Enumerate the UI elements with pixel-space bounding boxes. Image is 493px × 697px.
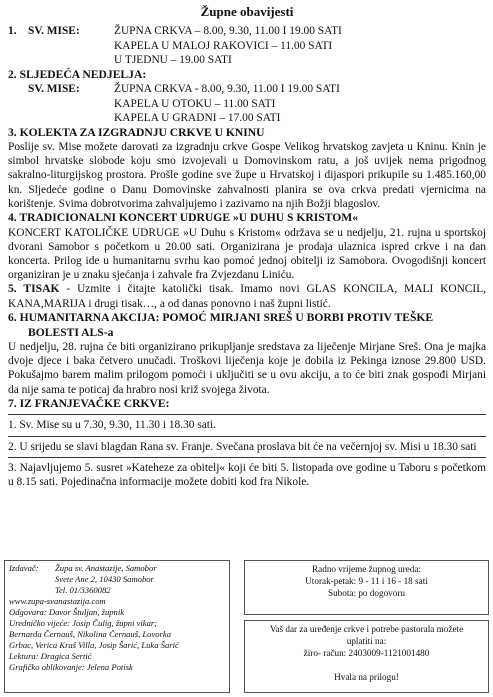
mass-line: KAPELA U MALOJ RAKOVICI – 11.00 SATI [114, 39, 333, 52]
impressum-box [4, 560, 230, 693]
list-item: 1. Sv. Mise su u 7.30, 9.30, 11.30 i 18.30 sati. [8, 419, 216, 432]
editorial-members: Bernarda Černauš, Nikolina Černauš, Lovorka [9, 629, 172, 639]
section-press [8, 282, 486, 311]
donation-box [244, 620, 489, 693]
section-heading: 3. KOLEKTA ZA IZGRADNJU CRKVE U KNINU [8, 125, 265, 139]
list-item: 2. U srijedu se slavi blagdan Rana sv. Franje. Svečana proslava bit će na večernjoj sv. Misi u 18.30 sati [8, 440, 477, 453]
publisher: Župa sv. Anastazije, Samobor [55, 563, 157, 573]
editorial-board: Uredničko vijeće: Josip Čulig, župni vikar; [9, 618, 158, 628]
mass-line: ŽUPNA CRKVA - 8.00, 9.30, 11.00 I 19.00 SATI [114, 83, 340, 95]
office-hours-title: Radno vrijeme župnog ureda: [312, 564, 421, 574]
section-humanitarian [8, 311, 486, 397]
section-heading: 5. TISAK [8, 282, 60, 296]
publisher-label: Izdavač: [9, 563, 39, 573]
section-franciscan [8, 397, 486, 489]
mass-line: ŽUPNA CRKVA – 8.00, 9.30, 11.00 I 19.00 SATI [114, 25, 342, 37]
section-heading: 4. TRADICIONALNI KONCERT UDRUGE »U DUHU S KRISTOM« [8, 211, 359, 225]
section-heading-cont: BOLESTI ALS-a [28, 325, 114, 339]
divider [8, 414, 486, 415]
bulletin-page [8, 4, 486, 489]
section-masses [8, 24, 486, 68]
mass-label: SV. MISE: [28, 83, 80, 95]
mass-line: KAPELA U OTOKU – 11.00 SATI [114, 97, 276, 110]
office-hours-box [244, 560, 489, 615]
office-hours-saturday: Subota: po dogovoru [327, 588, 406, 598]
section-heading: 7. IZ FRANJEVAČKE CRKVE: [8, 396, 170, 410]
responsible: Odgovara: Davor Štuljan, župnik [9, 607, 125, 617]
bank-account: žiro- račun: 2403009-1121001480 [303, 648, 430, 658]
section-heading: SV. MISE: [28, 25, 80, 37]
section-text: Poslije sv. Mise možete darovati za izgradnju crkve Gospe Velikog hrvatskog zavjeta u Kninu. Knin je simbol hrvatske slobode koju smo izvojevali u Domovinskom ratu, a još uvijek nema prigodnog sakralno-liturgijskog prostora. Prošle godine sve župe u Hrvatskoj i dijaspori prikupile su 1.485.160,00 kn. Sljedeće godine o Danu Domovinske zahvalnosti planira se ova crkva predati vjernicima na korištenje. Svima dobrotvorima zahvaljujemo i zazivamo na njih Božji blagoslov. [8, 141, 486, 210]
section-next-sunday [8, 68, 486, 126]
divider [8, 457, 486, 458]
list-item: 3. Najavljujemo 5. susret »Kateheze za obitelj« koji će biti 5. listopada ove godine u Taboru s početkom u 8.15 sati. Pojedinačna informacije možete dobiti kod fra Nikole. [8, 461, 486, 488]
mass-line: KAPELA U GRADNI – 17.00 SATI [114, 112, 281, 124]
publisher-phone: Tel. 01/3360082 [55, 585, 111, 595]
divider [8, 436, 486, 437]
page-title: Župne obavijesti [200, 4, 294, 19]
publisher-address: Svete Ane 2, 10430 Samobor [55, 574, 154, 584]
section-text: U nedjelju, 28. rujna će biti organizirano prikupljanje sredstava za liječenje Mirjane Sreš. Ona je majka dvoje djece i baka četvero unučadi. Troškovi liječenja koje je dobila iz Pekinga iznose 29.800 USD. Pokušajmo barem malim prilogom pomoći i uključiti se u ovu akciju, a to će biti znak gospođi Mirjani da nije sama te poticaj da hrabro nosi križ svojega života. [8, 341, 486, 396]
footer [4, 560, 489, 693]
thanks-text: Hvala na prilogu! [334, 672, 399, 682]
editorial-members: Grbac, Verica Kraš Villa, Josip Šarić, Luka Šarić [9, 640, 179, 650]
section-heading: 6. HUMANITARNA AKCIJA: POMOĆ MIRJANI SREŠ U BORBI PROTIV TEŠKE [8, 311, 434, 325]
donation-text: uplatiti na: [346, 636, 387, 646]
section-heading: 2. SLJEDEĆA NEDJELJA: [8, 67, 147, 81]
mass-line: U TJEDNU – 19.00 SATI [114, 54, 232, 66]
graphic-design: Grafičko oblikovanje: Jelena Potisk [9, 662, 133, 672]
donation-text: Vaš dar za uređenje crkve i potrebe pastorala možete [269, 624, 464, 634]
office-hours-weekdays: Utorak-petak: 9 - 11 i 16 - 18 sati [305, 576, 428, 586]
section-collection [8, 126, 486, 212]
section-concert [8, 211, 486, 282]
website: www.zupa-svanastazija.com [9, 596, 106, 606]
section-text: KONCERT KATOLIČKE UDRUGE »U Duhu s Kristom« održava se u nedjelju, 21. rujna u sportskoj dvorani Samobor s početkom u 20.00 sati. Organizirana je prodaja ulaznica ispred crkve i na dan koncerta. Prilog ide u humanitarnu svrhu kao pomoć jednoj obitelji iz Samobora. Ovogodišnji koncert organiziran je u znaku sjećanja i zahvale fra Zvjezdanu Liniću. [8, 226, 486, 282]
section-number: 1. [8, 25, 17, 37]
section-text: - Uzmite i čitajte katolički tisak. Imamo novi GLAS KONCILA, MALI KONCIL, KANA,MARIJA i drugi tisak…, a od danas ponovno i naš župni listić. [8, 283, 487, 310]
proofreading: Lektura: Dragica Sertić [9, 651, 92, 661]
